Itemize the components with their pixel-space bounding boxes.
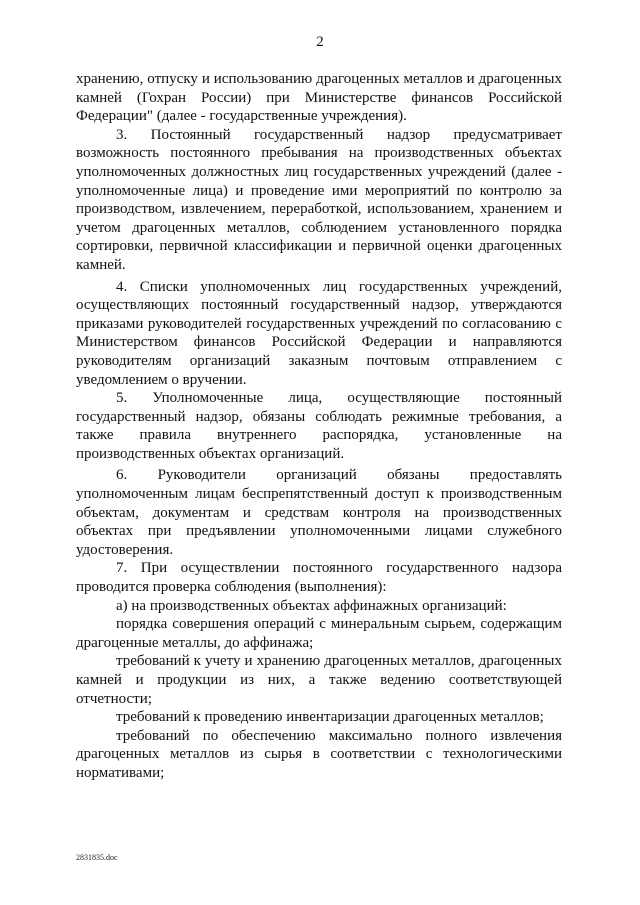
subitem-a: а) на производственных объектах аффинажных организаций: <box>116 597 507 614</box>
footer-filename: 2831835.doc <box>76 853 118 862</box>
document-body <box>76 70 562 783</box>
list-item: требований по обеспечению максимально полного извлечения драгоценных металлов из сырья в соответствии с технологическими нормативами; <box>76 727 562 781</box>
list-item: требований к учету и хранению драгоценных металлов, драгоценных камней и продукции из них, а также ведению соответствующей отчетности; <box>76 653 562 707</box>
paragraph-3: 3. Постоянный государственный надзор предусматривает возможность постоянного пребывания на производственных объектах уполномоченных должностных лиц государственных учреждений (далее - уполномоченные лица) и проведение ими мероприятий по контролю за производством, извлечением, переработкой, использованием, хранением и учетом драгоценных металлов, соблюдением установленного порядка сортировки, первичной классификации и первичной оценки драгоценных камней. <box>76 126 562 273</box>
paragraph-7: 7. При осуществлении постоянного государственного надзора проводится проверка соблюдения (выполнения): <box>76 560 562 596</box>
page-number: 2 <box>316 34 324 50</box>
paragraph-5: 5. Уполномоченные лица, осуществляющие постоянный государственный надзор, обязаны соблюдать режимные требования, а также правила внутреннего распорядка, установленные на производственных объектах организаций. <box>76 390 562 462</box>
list-item: порядка совершения операций с минеральным сырьем, содержащим драгоценные металлы, до аффинажа; <box>76 616 562 651</box>
paragraph-4: 4. Списки уполномоченных лиц государственных учреждений, осуществляющих постоянный государственный надзор, утверждаются приказами руководителей государственных учреждений по согласованию с Министерством финансов Российской Федерации и направляются руководителям организаций заказным почтовым отправлением с уведомлением о вручении. <box>76 278 562 388</box>
paragraph-continuation: хранению, отпуску и использованию драгоценных металлов и драгоценных камней (Гохран России) при Министерстве финансов Российской Федерации" (далее - государственные учреждения). <box>76 71 562 125</box>
list-item: требований к проведению инвентаризации драгоценных металлов; <box>116 709 544 726</box>
paragraph-6: 6. Руководители организаций обязаны предоставлять уполномоченным лицам беспрепятственный доступ к производственным объектам, документам и средствам контроля на производственных объектах при предъявлении уполномоченными лицами служебного удостоверения. <box>76 467 562 558</box>
